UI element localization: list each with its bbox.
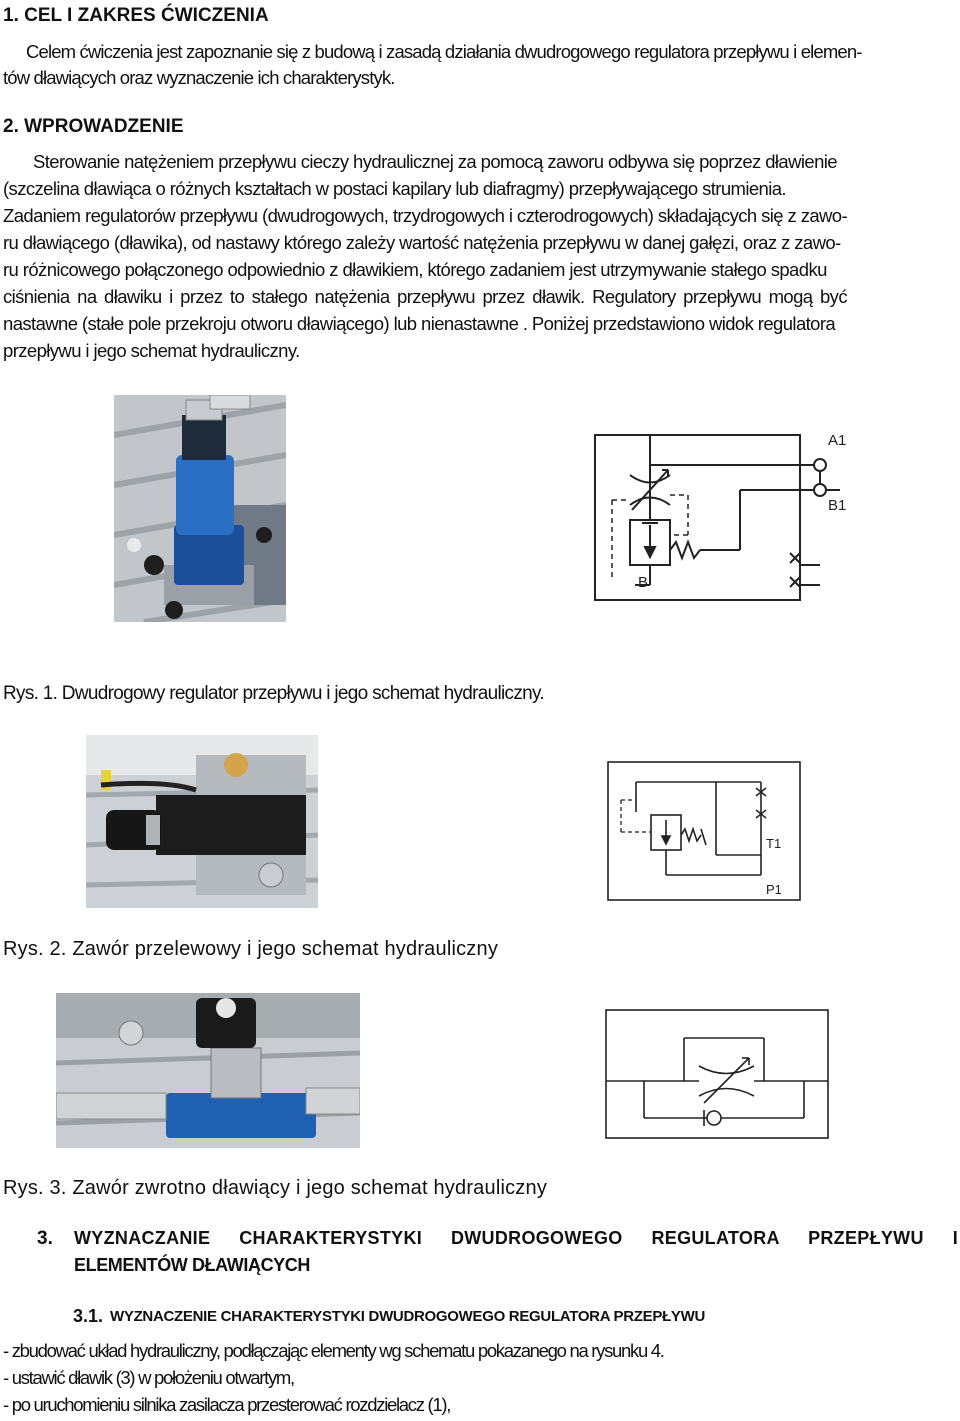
port-label-b: B xyxy=(638,574,649,591)
relief-valve-schematic xyxy=(606,760,802,902)
section-3-1-title: WYZNACZENIE CHARAKTERYSTYKI DWUDROGOWEGO REGULATORA PRZEPŁYWU xyxy=(110,1308,706,1325)
section-2-heading: 2. WPROWADZENIE xyxy=(3,116,184,137)
instruction-item: - po uruchomieniu silnika zasilacza przesterować rozdzielacz (1), xyxy=(3,1394,451,1415)
section-2-line: Sterowanie natężeniem przepływu cieczy hydraulicznej za pomocą zaworu odbywa się poprzez dławienie xyxy=(33,151,837,172)
section-2-line: przepływu i jego schemat hydrauliczny. xyxy=(3,340,300,361)
section-2-line: ru dławiącego (dławika), od nastawy którego zależy wartość natężenia przepływu w danej gałęzi, oraz z zawo- xyxy=(3,232,841,253)
relief-valve-photo xyxy=(86,735,318,908)
check-throttle-valve-photo xyxy=(56,993,360,1148)
port-label-t1: T1 xyxy=(766,836,782,851)
figure-1-caption: Rys. 1. Dwudrogowy regulator przepływu i jego schemat hydrauliczny. xyxy=(3,683,544,704)
flow-regulator-photo xyxy=(114,395,286,622)
section-2-line: ru różnicowego połączonego odpowiednio z dławikiem, którego zadaniem jest utrzymywanie stałego spadku xyxy=(3,259,827,280)
instruction-item: - ustawić dławik (3) w położeniu otwartym, xyxy=(3,1367,294,1388)
section-3-number: 3. xyxy=(37,1228,53,1249)
section-2-body xyxy=(3,148,958,364)
section-1-line-2: tów dławiących oraz wyznaczenie ich charakterystyk. xyxy=(3,67,395,88)
section-2-line: Zadaniem regulatorów przepływu (dwudrogowych, trzydrogowych i czterodrogowych) składających się z zawo- xyxy=(3,205,848,226)
section-2-line: ciśnienia na dławiku i przez to stałego natężenia przepływu przez dławik. Regulatory przepływu mogą być xyxy=(3,286,847,307)
figure-2-caption: Rys. 2. Zawór przelewowy i jego schemat hydrauliczny xyxy=(3,938,499,960)
section-3-heading-line-2: ELEMENTÓW DŁAWIĄCYCH xyxy=(74,1255,310,1275)
check-throttle-valve-schematic xyxy=(604,1008,830,1140)
port-label-a1: A1 xyxy=(828,432,847,449)
section-3-1-number: 3.1. xyxy=(73,1306,104,1326)
flow-regulator-schematic xyxy=(590,425,860,605)
section-2-line: (szczelina dławiąca o różnych kształtach w postaci kapilary lub diafragmy) przepływającego strumienia. xyxy=(3,178,786,199)
figure-3-caption: Rys. 3. Zawór zwrotno dławiący i jego schemat hydrauliczny xyxy=(3,1177,548,1199)
instruction-item: - zbudować układ hydrauliczny, podłączając elementy wg schematu pokazanego na rysunku 4. xyxy=(3,1340,664,1361)
section-1-line-1: Celem ćwiczenia jest zapoznanie się z budową i zasadą działania dwudrogowego regulatora przepływu i elemen- xyxy=(26,41,862,62)
section-1-heading: 1. CEL I ZAKRES ĆWICZENIA xyxy=(3,5,269,26)
port-label-p1: P1 xyxy=(766,882,782,897)
section-3-heading: WYZNACZANIE CHARAKTERYSTYKI DWUDROGOWEGO REGULATORA PRZEPŁYWU I xyxy=(74,1228,958,1248)
port-label-b1: B1 xyxy=(828,497,847,514)
section-2-line: nastawne (stałe pole przekroju otworu dławiącego) lub nienastawne . Poniżej przedstawiono widok regulatora xyxy=(3,313,836,334)
